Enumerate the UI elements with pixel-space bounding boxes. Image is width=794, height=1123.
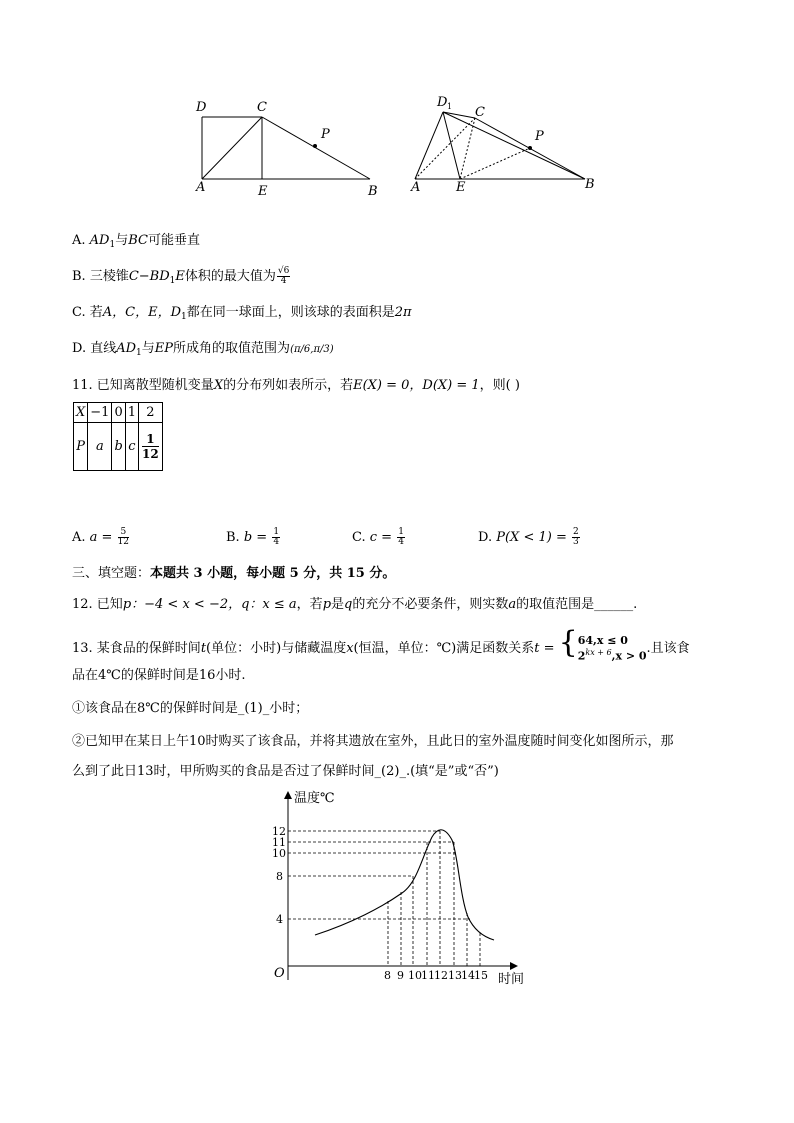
piecewise-cases: 64,x ≤ 0 $2^{kx + 6},x > 0$ bbox=[577, 633, 647, 663]
label-B: B bbox=[368, 184, 378, 199]
right-geometry-figure bbox=[405, 92, 605, 202]
label-E2: E bbox=[456, 180, 466, 195]
table-cell: −1 bbox=[88, 403, 112, 423]
q11-option-b: B. b = $\frac{1}{4}$ bbox=[226, 527, 280, 547]
q10-option-d: D. 直线$AD_1$与EP所成角的取值范围为(π/6,π/3) bbox=[72, 341, 334, 358]
y-tick-10: 10 bbox=[272, 847, 286, 860]
x-tick-15: 15 bbox=[474, 969, 488, 982]
table-cell: b bbox=[112, 423, 125, 471]
label-C: C bbox=[257, 100, 267, 115]
x-tick-9: 9 bbox=[397, 969, 404, 982]
label-D1: D bbox=[437, 95, 448, 110]
table-cell: 1 bbox=[125, 403, 138, 423]
y-tick-4: 4 bbox=[276, 913, 283, 926]
distribution-table bbox=[73, 402, 163, 471]
x-tick-12: 12 bbox=[434, 969, 448, 982]
table-row bbox=[74, 403, 163, 423]
q13-line5: 么到了此日13时，甲所购买的食品是否过了保鲜时间_(2)_.(填“是”或“否”) bbox=[72, 764, 499, 779]
label-A2: A bbox=[411, 180, 421, 195]
q13-line3: ①该食品在8℃的保鲜时间是_(1)_小时； bbox=[72, 701, 309, 716]
left-geometry-figure bbox=[190, 95, 390, 205]
label-P2: P bbox=[535, 129, 544, 144]
x-tick-8: 8 bbox=[384, 969, 391, 982]
q10-option-a: A. $AD_1$与BC可能垂直 bbox=[72, 233, 200, 250]
label-P: P bbox=[321, 127, 330, 142]
y-tick-12: 12 bbox=[272, 825, 286, 838]
q13-line2: 品在4℃的保鲜时间是16小时. bbox=[72, 668, 246, 683]
y-tick-8: 8 bbox=[276, 870, 283, 883]
x-tick-11: 11 bbox=[421, 969, 435, 982]
temperature-chart bbox=[262, 785, 542, 995]
x-tick-14: 14 bbox=[461, 969, 475, 982]
origin-label: O bbox=[274, 966, 285, 981]
table-cell: c bbox=[125, 423, 138, 471]
label-D: D bbox=[196, 100, 207, 115]
table-cell: P bbox=[74, 423, 88, 471]
q11-option-a: A. a = $\frac{5}{12}$ bbox=[72, 527, 130, 547]
q11-option-c: C. c = $\frac{1}{4}$ bbox=[352, 527, 404, 547]
q10-option-c: C. 若A，C，E，$D_1$都在同一球面上，则该球的表面积是2π bbox=[72, 305, 412, 322]
q12-stem: 12. 已知p：−4 < x < −2，q：x ≤ a，若p是q的充分不必要条件，则实数a的取值范围是______. bbox=[72, 597, 638, 612]
y-tick-11: 11 bbox=[272, 836, 286, 849]
table-cell: a bbox=[88, 423, 112, 471]
q11-option-d: D. P(X < 1) = $\frac{2}{3}$ bbox=[478, 527, 579, 547]
section3-heading: 三、填空题：本题共 3 小题，每小题 5 分，共 15 分。 bbox=[72, 566, 396, 581]
x-tick-10: 10 bbox=[408, 969, 422, 982]
label-A: A bbox=[196, 180, 206, 195]
x-axis-label: 时间 bbox=[498, 972, 525, 987]
q13-line4: ②已知甲在某日上午10时购买了该食品，并将其遗放在室外，且此日的室外温度随时间变化如图所示，那 bbox=[72, 734, 674, 749]
table-cell: 0 bbox=[112, 403, 125, 423]
table-cell: 2 bbox=[139, 403, 163, 423]
y-axis-label: 温度℃ bbox=[294, 791, 335, 806]
q13-line1: 13. 某食品的保鲜时间t(单位：小时)与储藏温度x(恒温，单位：℃)满足函数关系t = {64,x ≤ 0 $2^{kx + 6},x > 0$.且该食 bbox=[72, 625, 690, 663]
table-cell: $\frac{1}{12}$ bbox=[139, 423, 163, 471]
x-tick-13: 13 bbox=[448, 969, 462, 982]
fraction: $\frac{√6}{4}$ bbox=[277, 266, 290, 286]
label-C2: C bbox=[475, 105, 485, 120]
q10-option-b: B. 三棱锥$C-BD_1E$体积的最大值为 $\frac{√6}{4}$ bbox=[72, 266, 290, 286]
piecewise-brace: { bbox=[558, 625, 578, 660]
label-B2: B bbox=[585, 177, 595, 192]
label-D1-sub: 1 bbox=[447, 102, 453, 111]
table-row bbox=[74, 423, 163, 471]
label-E: E bbox=[258, 184, 268, 199]
table-cell: X bbox=[74, 403, 88, 423]
q11-stem: 11. 已知离散型随机变量X的分布列如表所示，若E(X) = 0，D(X) = 1，则( ) bbox=[72, 378, 520, 393]
